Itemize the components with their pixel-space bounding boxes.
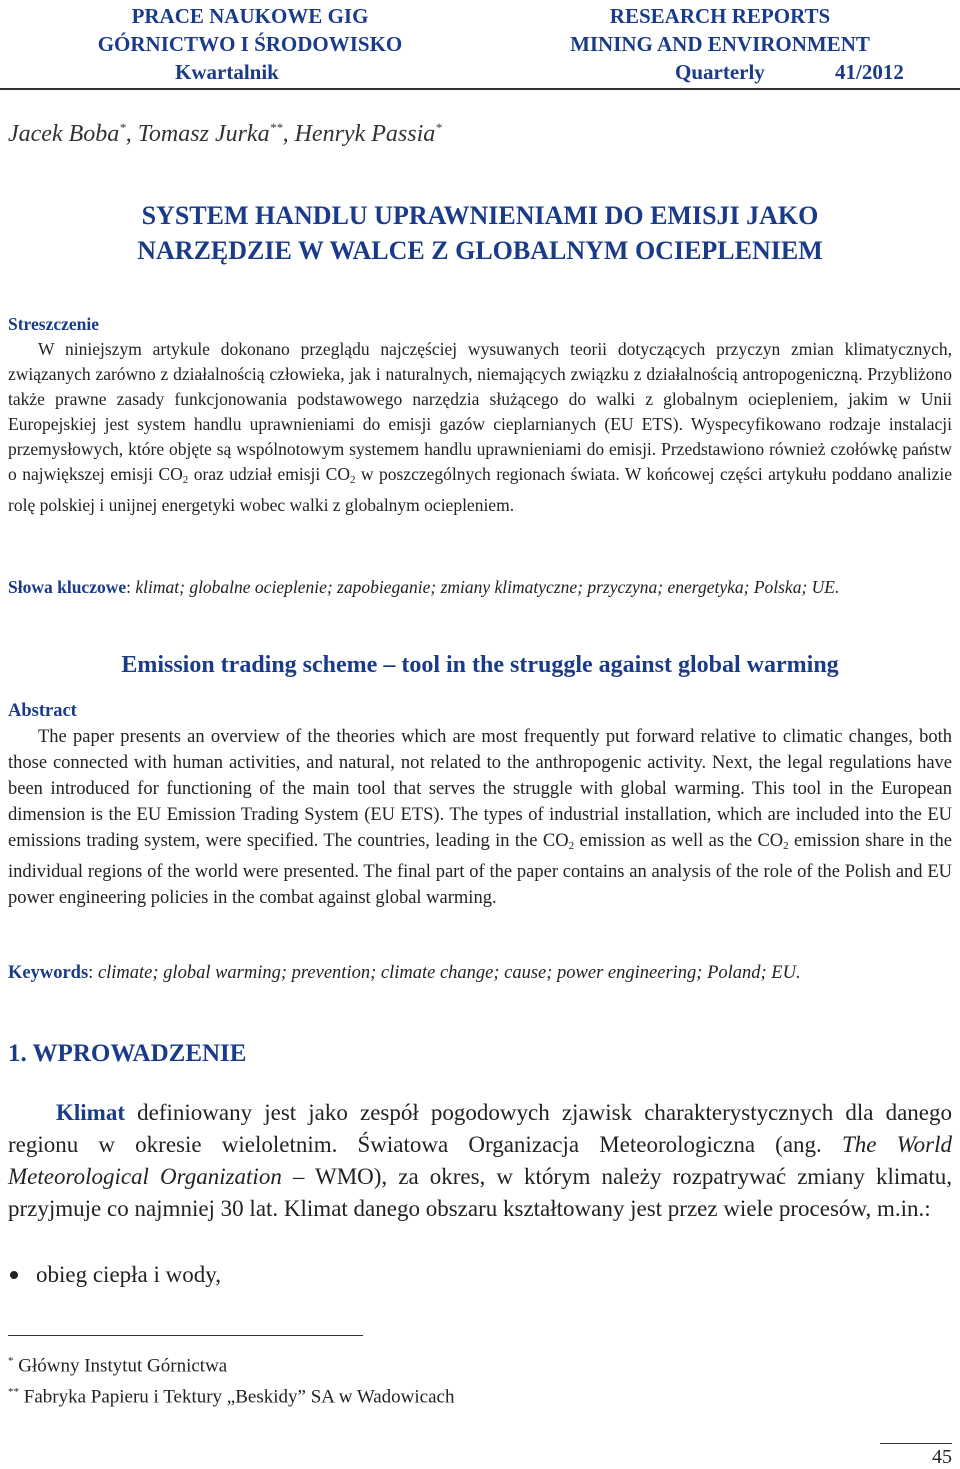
abstract-en-text: emission as well as the CO — [574, 831, 784, 851]
author-separator: , — [282, 121, 295, 147]
list-item-text: obieg ciepła i wody, — [36, 1262, 222, 1287]
issue-number: 41/2012 — [835, 60, 904, 84]
bullet-icon — [10, 1271, 18, 1279]
organization-name: The World Meteorological Organization — [8, 1132, 952, 1189]
co2-subscript: 2 — [568, 840, 575, 852]
abstract-pl-text: w poszczególnych regionach świata. W końcowej części artykułu poddano analizie rolę polskiej i unijnej energetyki wobec walki z globalnym ociepleniem. — [8, 464, 952, 515]
author-affiliation-mark: * — [119, 120, 126, 135]
quarterly-label-pl: Kwartalnik — [175, 60, 279, 84]
footnotes — [8, 1348, 454, 1411]
section-body-paragraph — [8, 1097, 952, 1225]
footnote-mark: * — [8, 1355, 14, 1367]
journal-name-pl-line2: GÓRNICTWO I ŚRODOWISKO — [97, 32, 403, 56]
abstract-en-body — [8, 724, 952, 911]
quarterly-label-en: Quarterly — [675, 60, 765, 84]
header-issue-line — [0, 60, 960, 90]
journal-name-en-line1: RESEARCH REPORTS — [609, 4, 831, 28]
journal-name-polish — [60, 2, 440, 58]
keywords-en-label: Keywords — [8, 963, 89, 983]
author-name: Jacek Boba — [8, 121, 120, 147]
abstract-english — [8, 698, 952, 911]
journal-name-pl-line1: PRACE NAUKOWE GIG — [131, 4, 369, 28]
abstract-polish — [8, 312, 952, 518]
author-affiliation-mark: ** — [269, 120, 283, 135]
co2-subscript: 2 — [182, 474, 189, 486]
keywords-pl-text: klimat; globalne ocieplenie; zapobieganie; zmiany klimatyczne; przyczyna; energetyka; Polska; UE. — [135, 577, 840, 597]
author-name: Tomasz Jurka — [137, 121, 270, 147]
footnote-text: Fabryka Papieru i Tektury „Beskidy” SA w Wadowicach — [19, 1386, 455, 1408]
english-title: Emission trading scheme – tool in the struggle against global warming — [121, 652, 839, 678]
abstract-pl-heading: Streszczenie — [8, 314, 100, 334]
paper-title-line2: NARZĘDZIE W WALCE Z GLOBALNYM OCIEPLENIEM — [137, 236, 823, 265]
footnote-text: Główny Instytut Górnictwa — [13, 1355, 228, 1377]
abstract-pl-body — [8, 337, 952, 518]
authors-line — [8, 120, 442, 148]
journal-name-en-line2: MINING AND ENVIRONMENT — [570, 32, 870, 56]
footnote-mark: ** — [8, 1386, 19, 1399]
list-item — [8, 1262, 221, 1288]
footnote — [8, 1348, 454, 1379]
keywords-pl-label: Słowa kluczowe — [8, 577, 127, 597]
abstract-pl-text: oraz udział emisji CO — [188, 464, 350, 484]
term-klimat: Klimat — [56, 1100, 125, 1125]
page-number: 45 — [932, 1446, 952, 1468]
keywords-english — [8, 960, 952, 986]
page-number-rule — [880, 1443, 952, 1444]
co2-subscript: 2 — [783, 840, 789, 852]
body-text: – WMO), za okres, w którym należy rozpatrywać zmiany klimatu, przyjmuje co najmniej 30 lat. Klimat danego obszaru kształtowany jest przez wiele procesów, m.in.: — [8, 1164, 952, 1221]
section-heading: 1. WPROWADZENIE — [8, 1040, 247, 1067]
body-text: definiowany jest jako zespół pogodowych zjawisk charakterystycznych dla danego regionu w okresie wieloletnim. Światowa Organizacja Meteorologiczna (ang. — [8, 1100, 952, 1157]
abstract-en-heading: Abstract — [8, 701, 77, 721]
author-separator: , — [125, 121, 138, 147]
abstract-en-text: emission share in the individual regions of the world were presented. The final part of the paper contains an analysis of the role of the Polish and EU power engineering policies in the combat against global warming. — [8, 831, 952, 908]
keywords-pl-colon: : — [126, 577, 136, 597]
paper-title — [0, 198, 960, 268]
paper-title-line1: SYSTEM HANDLU UPRAWNIENIAMI DO EMISJI JAKO — [141, 201, 819, 230]
keywords-polish — [8, 575, 952, 600]
keywords-en-text: climate; global warming; prevention; climate change; cause; power engineering; Poland; EU. — [97, 963, 801, 983]
abstract-pl-text: W niniejszym artykule dokonano przeglądu najczęściej wysuwanych teorii dotyczących przyczyn zmian klimatycznych, związanych zarówno z działalnością człowieka, jak i naturalnych, niemających związku z działalnością antropogeniczną. Przybliżono także prawne zasady funkcjonowania podstawowego narzędzia służącego do walki z globalnym ociepleniem, jakim w Unii Europejskiej jest system handlu uprawnieniami do emisji gazów cieplarnianych (EU ETS). Wyspecyfikowano rodzaje instalacji przemysłowych, które objęte są wspólnotowym systemem handlu uprawnieniami do emisji. Przedstawiono również czołówkę państw o największej emisji CO — [8, 339, 952, 484]
footnote-divider — [8, 1335, 363, 1336]
co2-subscript: 2 — [349, 474, 356, 486]
abstract-en-text: The paper presents an overview of the theories which are most frequently put forward relative to climatic changes, both those connected with human activities, and natural, not related to the anthropogenic activity. Next, the legal regulations have been introduced for functioning of the main tool that serves the struggle with global warming. This tool in the European dimension is the EU Emission Trading System (EU ETS). The types of industrial installation, which are included into the EU emissions trading system, were specified. The countries, leading in the CO — [8, 727, 952, 851]
author-affiliation-mark: * — [435, 120, 442, 135]
footnote — [8, 1379, 454, 1410]
journal-name-english — [530, 2, 910, 58]
keywords-en-colon: : — [88, 963, 98, 983]
author-name: Henryk Passia — [294, 121, 436, 147]
